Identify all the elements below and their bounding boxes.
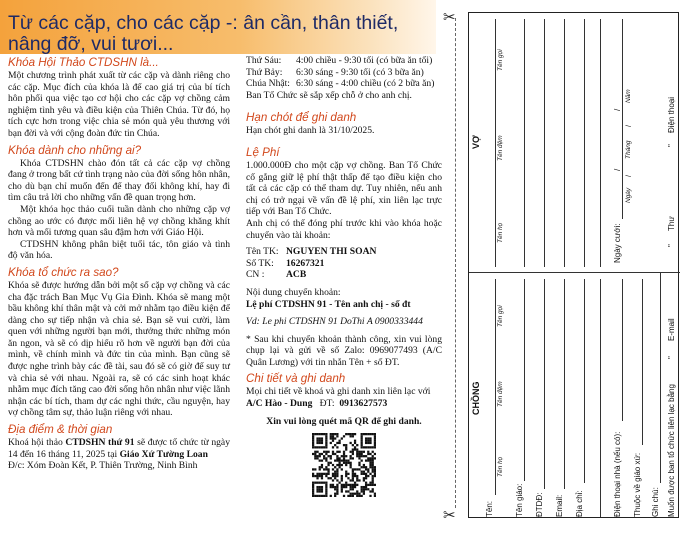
wife-address-field[interactable] — [584, 19, 585, 267]
heading-contact: Chi tiết và ghi danh — [246, 372, 346, 386]
cut-line — [455, 18, 456, 508]
parish-field[interactable] — [642, 279, 643, 445]
option-email[interactable]: E-mail — [667, 318, 676, 341]
contact-phone: A/C Hào - Dung ĐT: 0913627573 — [246, 398, 388, 410]
name-label: Tên: — [485, 500, 494, 517]
scissors-icon: ✂ — [443, 8, 456, 26]
wife-email-field[interactable] — [564, 19, 565, 267]
schedule-day: Chúa Nhật: — [246, 78, 290, 90]
paragraph-audience-1: Khóa CTDSHN chào đón tất cả các cặp vợ chồng đang ở trong bất cứ tình trạng nào của đời sống hôn nhân, cho dù bạn chỉ muốn đến để thay đổi không khí, hay đi tìm câu trả lời cho những vấn đề quan trọng hơn. — [8, 157, 230, 204]
husband-phone-field[interactable] — [544, 279, 545, 489]
schedule — [246, 55, 442, 90]
option-mail[interactable]: Thư — [667, 216, 676, 231]
heading-deadline: Hạn chót để ghi danh — [246, 111, 357, 125]
heading-organization: Khóa tổ chức ra sao? — [8, 265, 119, 279]
schedule-day: Thứ Sáu: — [246, 55, 282, 66]
heading-about: Khóa Hội Thảo CTDSHN là... — [8, 56, 159, 69]
schedule-time: 6:30 sáng - 4:00 chiều (có 2 bữa ăn) — [296, 78, 435, 90]
page-title: Từ các cặp, cho các cặp -: ân cần, thân thiết, nâng đỡ, vui tươi... — [8, 12, 399, 55]
wedding-date-field[interactable] — [622, 19, 623, 219]
wife-baptism-name-field[interactable] — [524, 19, 525, 267]
wife-address-field-2[interactable] — [600, 19, 601, 267]
heading-audience: Khóa dành cho những ai? — [8, 143, 142, 157]
schedule-day: Thứ Bảy: — [246, 66, 283, 78]
wife-heading: VỢ — [471, 135, 481, 149]
heading-location: Địa điểm & thời gian — [8, 423, 113, 437]
paragraph-audience-2: Một khóa học thảo cuối tuần dành cho những cặp vợ chồng ao ước có được mối liên hệ vợ chồng khăng khít hơn và mối tương quan sâu đậm hơn với Giáo Hội. — [8, 203, 230, 239]
paragraph-contact: Mọi chi tiết về khoá và ghi danh xin liên lạc với — [246, 386, 431, 398]
schedule-note: Ban Tổ Chức sẽ sắp xếp chỗ ở cho anh chị. — [246, 89, 412, 101]
transfer-note: * Sau khi chuyển khoản thành công, xin vui lòng chụp lại và gửi về số Zalo: 0969077493 (A/C Quân Lương) với tin nhắn Tên + số ĐT. — [246, 333, 442, 368]
section-divider — [469, 272, 680, 273]
wife-phone-field[interactable] — [544, 19, 545, 267]
paragraph-audience-3: CTDSHN không phân biệt tuổi tác, tôn giáo và tình độ văn hóa. — [8, 238, 230, 262]
paragraph-address: Đ/c: Xóm Đoàn Kết, P. Thiên Trường, Ninh Bình — [8, 460, 198, 472]
schedule-time: 4:00 chiều - 9:30 tối (có bữa ăn tối) — [296, 55, 433, 66]
paragraph-fee: 1.000.000Đ cho một cặp vợ chồng. Ban Tổ Chức cố gắng giữ lệ phí thật thấp để tạo điều kiện cho tất cả các cặp có thể tham dự. Tuy nhiên, nếu anh chị có trở ngại về vấn đề lệ phí, xin liên lạc trực tiếp với Ban Tổ Chức. — [246, 159, 442, 218]
wife-name-field[interactable] — [495, 19, 496, 267]
registration-form — [468, 12, 679, 518]
husband-address-field-2[interactable] — [600, 279, 601, 517]
qr-code[interactable] — [312, 433, 376, 497]
husband-email-field[interactable] — [564, 279, 565, 489]
paragraph-location: Khoá hội thảo CTDSHN thứ 91 sẽ được tổ chức từ ngày 14 đến 16 tháng 11, 2025 tại Giáo Xứ Tường Loan — [8, 437, 230, 460]
qr-instruction: Xin vui lòng quét mã QR để ghi danh. — [266, 415, 422, 427]
notes-field[interactable] — [660, 273, 661, 483]
registration-form-content: CHỒNG Tên: Tên họ Tên đệm Tên gọi Tên giáo: ĐTDĐ: Email: Địa chỉ: Điện thoại nhà (nếu có): Thuộc về giáo xứ: Ghi chú: Muốn được ban tổ chức liên lạc bằng VỢ Tên họ Tên đệm Tên gọi Ngày cưới: / / Ngày / Tháng / Năm " E-mail " Thư " Điện thoại — [469, 13, 680, 519]
schedule-time: 6:30 sáng - 9:30 tối (có 3 bữa ăn) — [296, 66, 424, 78]
left-column — [8, 56, 230, 472]
option-phone[interactable]: Điện thoại — [667, 96, 676, 133]
paragraph-fee-payment: Anh chị có thể đóng phí trước khi vào khóa hoặc chuyển vào tài khoản: — [246, 217, 442, 241]
paragraph-deadline: Hạn chót ghi danh là 31/10/2025. — [246, 125, 375, 137]
transfer-label: Nội dung chuyển khoản: — [246, 286, 341, 298]
husband-baptism-name-field[interactable] — [524, 279, 525, 481]
husband-address-field[interactable] — [584, 279, 585, 483]
middle-column — [246, 55, 442, 497]
paragraph-organization: Khóa sẽ được hướng dẫn bởi một số cặp vợ chồng và các cha đặc trách Ban Mục Vụ Gia Đình. Khóa sẽ mang một bầu không khí thân mật và cởi mở nhằm tạo điều kiện để dàng cho sự tiếp nhận và chia sẻ. Bạn sẽ vui cười, làm quen với những người bạn mới, thưởng thức những món ăn ngon, và sẽ có dịp hiểu rõ hơn về người bạn đời của mình, về chính mình và đức tin của mình. Bạn cũng sẽ được nghe trình bày các đề tài, sau đó sẽ có giờ để suy tư và chia sẻ với nhau. Ngoài ra, sẽ có các sinh hoạt khác nhằm mục đích tăng cao đời sống hôn nhân như việc lãnh nhận các bí tích, tham dự các nghi thức, cầu nguyện, hay vợ chồng tâm sự, thảo luận riêng với nhau. — [8, 279, 230, 419]
scissors-icon: ✂ — [443, 506, 456, 524]
husband-name-field[interactable] — [495, 279, 496, 495]
heading-fee: Lệ Phí — [246, 145, 280, 159]
home-phone-field[interactable] — [622, 279, 623, 421]
paragraph-about: Một chương trình phát xuất từ các cặp và dành riêng cho các cặp. Mục đích của khóa là để cao giá trị của bí tích hôn phối qua việc tạo cơ hội cho các cặp vợ chồng cảm nghiệm tình yêu và điều kiện của Thiên Chúa. Từ đó, họ tích cực hơn trong việc chia sẻ món quà yêu thương với bạn đời và với cộng đoàn đức tin Chúa. — [8, 70, 230, 139]
husband-heading: CHỒNG — [471, 381, 481, 415]
transfer-example: Vd: Le phi CTDSHN 91 DoThi A 0900333444 — [246, 316, 423, 328]
bank-info: Tên TK: NGUYEN THI SOAN Số TK: 16267321 CN : ACB — [246, 246, 377, 281]
transfer-content: Lệ phí CTDSHN 91 - Tên anh chị - số đt — [246, 298, 411, 310]
